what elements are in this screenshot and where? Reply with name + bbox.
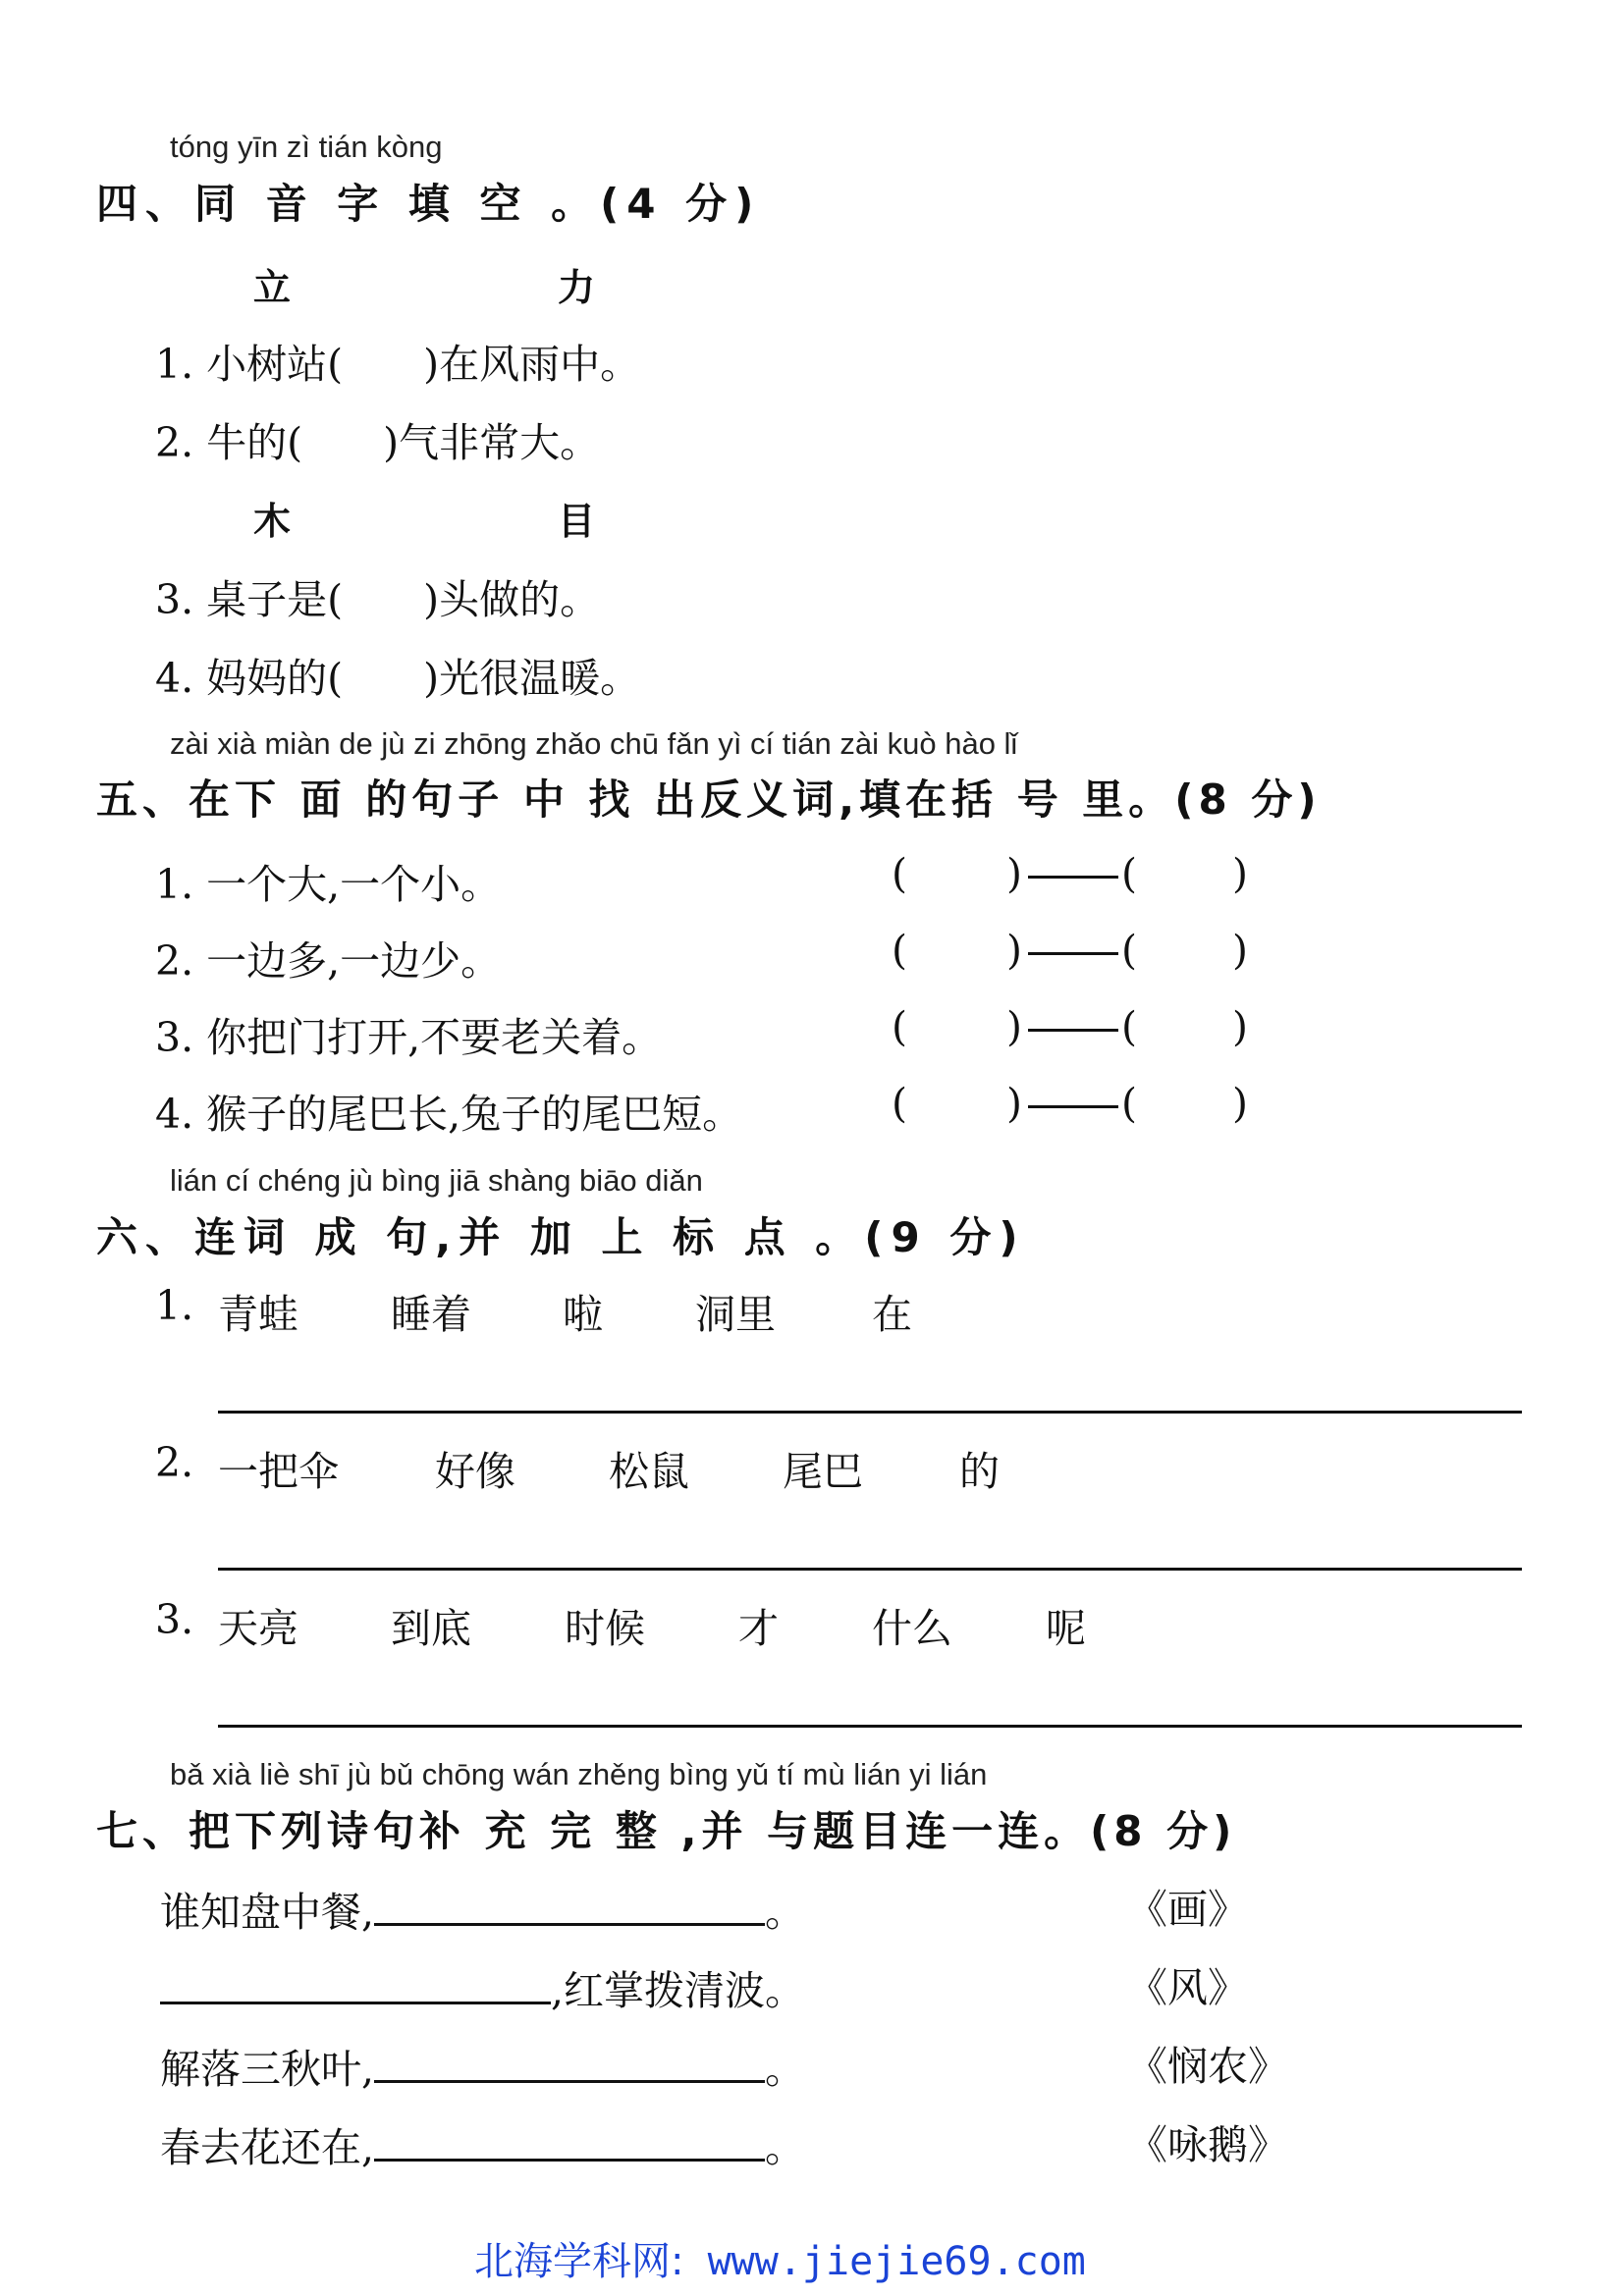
section7-title: 七、把下列诗句补 充 完 整 ,并 与题目连一连。(8 分) (96, 1807, 1237, 1855)
poem-text: 。 (765, 1889, 806, 1936)
section5-item-1: 1. 一个大,一个小。 (155, 861, 502, 908)
paren-close: ) (1232, 927, 1248, 974)
section4-item-2: 2. 牛的( )气非常大。 (155, 419, 601, 466)
paren-close: ) (1232, 850, 1248, 897)
poem-line-1 (160, 1880, 805, 1938)
hint-char-mu2: 目 (558, 500, 604, 543)
paren-close: ) (1232, 1003, 1248, 1050)
word: 洞里 (695, 1291, 776, 1338)
dash-line (1028, 1029, 1118, 1032)
poem-line-3 (160, 2037, 805, 2095)
poem-text: ,红掌拨清波。 (551, 1967, 806, 2014)
paren-close: ) (1232, 1080, 1248, 1127)
word: 的 (959, 1448, 1000, 1495)
blank-input[interactable] (374, 1888, 765, 1926)
section5-item-2: 2. 一边多,一边少。 (155, 937, 502, 985)
word: 什么 (872, 1605, 952, 1652)
section5-pinyin: zài xià miàn de jù zi zhōng zhǎo chū fǎn yì cí tián zài kuò hào lǐ (170, 726, 1018, 761)
paren-close: ) (1006, 850, 1022, 897)
section6-row-1-num: 1. (155, 1282, 194, 1329)
paren-open: ( (892, 1080, 907, 1127)
dash-line (1028, 876, 1118, 879)
blank-input[interactable] (374, 2123, 765, 2162)
paren-open: ( (892, 1003, 907, 1050)
footer-label: 北海学科网: (474, 2239, 684, 2284)
paren-close: ) (1006, 1003, 1022, 1050)
word: 青蛙 (218, 1291, 298, 1338)
footer (474, 2230, 1086, 2286)
section4-pinyin: tóng yīn zì tián kòng (170, 130, 443, 164)
section4-item-4: 4. 妈妈的( )光很温暖。 (155, 655, 641, 702)
word: 天亮 (218, 1605, 298, 1652)
word: 松鼠 (609, 1448, 689, 1495)
answer-line-2[interactable] (218, 1568, 1522, 1571)
word: 在 (872, 1291, 912, 1338)
section6-row-2-num: 2. (155, 1439, 194, 1486)
word: 尾巴 (783, 1448, 863, 1495)
hint-char-li: 立 (253, 266, 299, 309)
word: 一把伞 (218, 1448, 339, 1495)
section6-row-3-num: 3. (155, 1596, 194, 1643)
section7-pinyin: bǎ xià liè shī jù bǔ chōng wán zhěng bìng yǔ tí mù lián yi lián (170, 1757, 988, 1791)
paren-open: ( (1121, 850, 1137, 897)
word: 呢 (1046, 1605, 1086, 1652)
section6-pinyin: lián cí chéng jù bìng jiā shàng biāo diǎn (170, 1163, 703, 1198)
paren-open: ( (892, 927, 907, 974)
section5-title: 五、在下 面 的句子 中 找 出反义词,填在括 号 里。(8 分) (96, 775, 1322, 824)
word: 到底 (391, 1605, 471, 1652)
dash-line (1028, 1105, 1118, 1108)
section4-item-1: 1. 小树站( )在风雨中。 (155, 341, 641, 388)
poem-text: 谁知盘中餐, (160, 1889, 375, 1936)
word: 时候 (565, 1605, 645, 1652)
section4-title: 四、同 音 字 填 空 。(4 分) (96, 180, 762, 228)
poem-line-4 (160, 2115, 805, 2173)
word: 啦 (563, 1291, 603, 1338)
poem-title-2[interactable]: 《风》 (1127, 1964, 1248, 2011)
poem-text: 春去花还在, (160, 2124, 375, 2171)
paren-close: ) (1006, 927, 1022, 974)
poem-line-2 (160, 1958, 805, 2016)
paren-open: ( (1121, 1003, 1137, 1050)
blank-input[interactable] (374, 2045, 765, 2083)
blank-input[interactable] (160, 1966, 551, 2004)
answer-line-1[interactable] (218, 1411, 1522, 1414)
section5-item-3: 3. 你把门打开,不要老关着。 (155, 1014, 663, 1061)
section4-item-3: 3. 桌子是( )头做的。 (155, 576, 601, 623)
poem-text: 。 (765, 2124, 806, 2171)
hint-char-li2: 力 (558, 266, 604, 309)
paren-open: ( (1121, 927, 1137, 974)
word: 睡着 (391, 1291, 471, 1338)
poem-text: 解落三秋叶, (160, 2046, 375, 2093)
word: 才 (738, 1605, 779, 1652)
paren-open: ( (892, 850, 907, 897)
section5-item-4: 4. 猴子的尾巴长,兔子的尾巴短。 (155, 1091, 743, 1138)
word: 好像 (435, 1448, 515, 1495)
paren-close: ) (1006, 1080, 1022, 1127)
dash-line (1028, 952, 1118, 955)
poem-title-3[interactable]: 《悯农》 (1127, 2043, 1288, 2090)
hint-char-mu: 木 (253, 500, 299, 543)
poem-title-1[interactable]: 《画》 (1127, 1886, 1248, 1933)
poem-title-4[interactable]: 《咏鹅》 (1127, 2121, 1288, 2168)
paren-open: ( (1121, 1080, 1137, 1127)
answer-line-3[interactable] (218, 1725, 1522, 1728)
poem-text: 。 (765, 2046, 806, 2093)
footer-url[interactable]: www.jiejie69.com (707, 2239, 1086, 2284)
section6-title: 六、连词 成 句,并 加 上 标 点 。(9 分) (96, 1213, 1026, 1261)
